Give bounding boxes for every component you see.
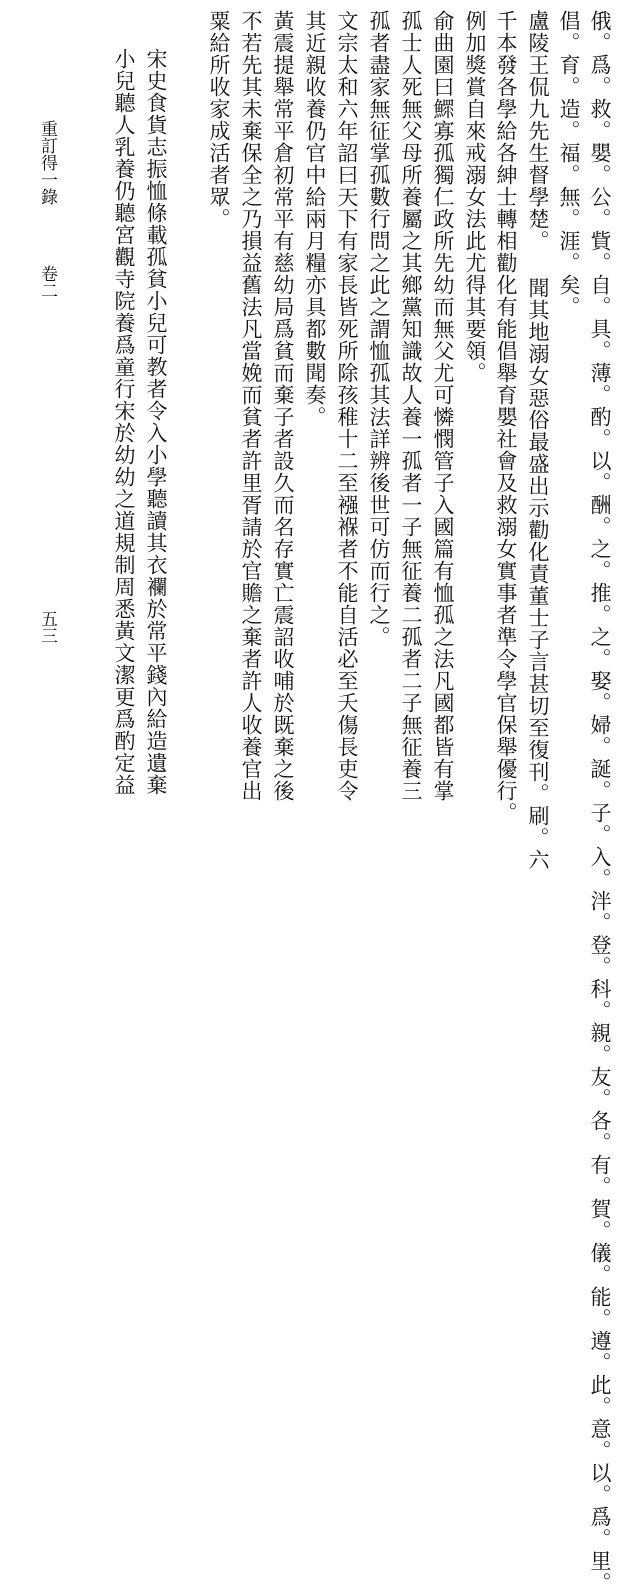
text-column-3: 盧陵王侃九先生督學楚。 聞其地溺女惡俗最盛出示勸化責董士子言甚切至復刊。刷。六 <box>526 10 550 871</box>
text-column-6: 俞曲園曰鰥寡孤獨仁政所先幼而無父尤可憐憫管子入國篇有恤孤之法凡國都皆有掌 <box>431 10 455 802</box>
running-title: 重訂得一錄 <box>37 120 57 205</box>
text-column-9: 文宗太和六年詔曰天下有家長皆死所除孩稚十二至襁褓者不能自活必至夭傷長吏令 <box>335 10 359 802</box>
volume-label: 卷二 <box>37 265 57 299</box>
text-column-8: 孤者盡家無征掌孤數行問之此之謂恤孤其法詳辨後世可仿而行之。 <box>367 10 391 648</box>
text-column-13: 粟給所收家成活者眾。 <box>207 10 231 230</box>
text-column-10: 其近親收養仍官中給兩月糧亦具都數聞奏。 <box>303 10 327 428</box>
text-column-4: 千本發各學給各紳士轉相勸化有能倡舉育嬰社會及救溺女實事者準令學官保舉優行。 <box>494 10 518 824</box>
text-column-14: 宋史食貨志振恤條載孤貧小兒可教者令入小學聽讀其衣襴於常平錢內給造遺棄 <box>144 48 168 796</box>
text-column-5: 例加獎賞自來戒溺女法此尤得其要領。 <box>463 10 487 384</box>
text-column-11: 黃震提舉常平倉初常平有慈幼局爲貧而棄子者設久而名存實亡震詔收哺於既棄之後 <box>271 10 295 802</box>
text-column-15: 小兒聽人乳養仍聽宮觀寺院養爲童行宋於幼幼之道規制周悉黃文潔更爲酌定益 <box>112 48 136 796</box>
text-column-7: 孤士人死無父母所養屬之其鄉黨知識故人養一孤者一子無征養二孤者二子無征養三 <box>399 10 423 802</box>
page-number: 五三 <box>37 610 57 644</box>
text-column-2: 倡。育。造。福。無。涯。矣。 <box>557 10 581 318</box>
text-column-12: 不若先其未棄保全之乃損益舊法凡當娩而貧者許里胥請於官贍之棄者許人收養官出 <box>239 10 263 802</box>
text-column-1: 俄。爲。救。嬰。公。貲。自。具。薄。酌。以。酬。之。推。之。娶。婦。誕。子。入。泮。登。科。親。友。各。有。賀。儀。能。遵。此。意。以。爲。里。 <box>588 10 612 1594</box>
